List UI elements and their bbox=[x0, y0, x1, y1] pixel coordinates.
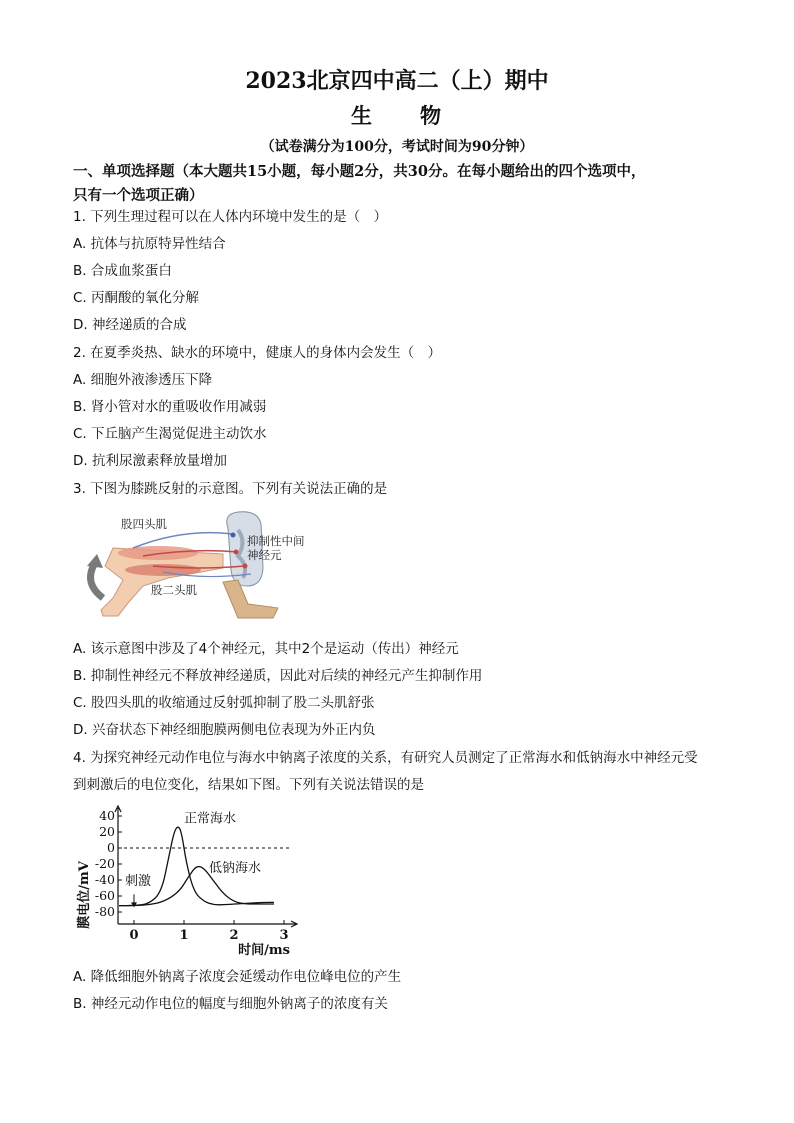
exam-title: 2023北京四中高二（上）期中 bbox=[245, 68, 549, 94]
q2-option-a: A. 细胞外液渗透压下降 bbox=[73, 372, 213, 388]
subject-title: 生 物 bbox=[351, 103, 443, 128]
q1-option-a: A. 抗体与抗原特异性结合 bbox=[73, 236, 226, 252]
q1-option-d: D. 神经递质的合成 bbox=[73, 317, 187, 333]
knee-reflex-figure bbox=[73, 508, 313, 628]
x-tick-label: 1 bbox=[179, 928, 189, 943]
section-heading-line2: 只有一个选项正确） bbox=[73, 187, 204, 204]
x-tick-label: 2 bbox=[229, 928, 239, 943]
q1-stem: 1. 下列生理过程可以在人体内环境中发生的是（ ） bbox=[73, 209, 388, 225]
q3-option-a: A. 该示意图中涉及了4个神经元，其中2个是运动（传出）神经元 bbox=[73, 641, 459, 657]
label-biceps: 股二头肌 bbox=[151, 583, 197, 597]
series-label-normal: 正常海水 bbox=[184, 811, 237, 827]
stimulus-label: 刺激 bbox=[125, 873, 152, 889]
q2-option-c: C. 下丘脑产生渴觉促进主动饮水 bbox=[73, 426, 267, 442]
exam-note: （试卷满分为100分，考试时间为90分钟） bbox=[260, 139, 534, 155]
q1-option-c: C. 丙酮酸的氧化分解 bbox=[73, 290, 200, 306]
x-axis-label: 时间/ms bbox=[238, 943, 290, 958]
q4-option-b: B. 神经元动作电位的幅度与细胞外钠离子的浓度有关 bbox=[73, 996, 388, 1012]
q3-stem: 3. 下图为膝跳反射的示意图。下列有关说法正确的是 bbox=[73, 481, 388, 497]
q3-option-c: C. 股四头肌的收缩通过反射弧抑制了股二头肌舒张 bbox=[73, 695, 375, 711]
q4-option-a: A. 降低细胞外钠离子浓度会延缓动作电位峰电位的产生 bbox=[73, 969, 402, 985]
q2-option-d: D. 抗利尿激素释放量增加 bbox=[73, 453, 227, 469]
quadriceps-muscle bbox=[118, 546, 198, 560]
action-potential-chart bbox=[72, 800, 312, 965]
biceps-muscle bbox=[125, 564, 201, 576]
y-tick-label: -80 bbox=[94, 904, 115, 919]
q4-stem-line1: 4. 为探究神经元动作电位与海水中钠离子浓度的关系，有研究人员测定了正常海水和低钠海水中神经元受 bbox=[73, 750, 698, 766]
q3-option-b: B. 抑制性神经元不释放神经递质，因此对后续的神经元产生抑制作用 bbox=[73, 668, 483, 684]
y-tick-label: 20 bbox=[99, 824, 115, 839]
y-tick-label: 0 bbox=[107, 840, 115, 855]
y-tick-label: 40 bbox=[99, 808, 115, 823]
section-heading-line1: 一、单项选择题（本大题共15小题，每小题2分，共30分。在每小题给出的四个选项中， bbox=[73, 163, 646, 180]
q3-option-d: D. 兴奋状态下神经细胞膜两侧电位表现为外正内负 bbox=[73, 722, 376, 738]
q2-stem: 2. 在夏季炎热、缺水的环境中，健康人的身体内会发生（ ） bbox=[73, 345, 442, 361]
y-tick-label: -20 bbox=[94, 856, 115, 871]
q2-option-b: B. 肾小管对水的重吸收作用减弱 bbox=[73, 399, 267, 415]
q1-option-b: B. 合成血浆蛋白 bbox=[73, 263, 172, 279]
q4-stem-line2: 到刺激后的电位变化，结果如下图。下列有关说法错误的是 bbox=[73, 777, 424, 793]
label-inhibitory-line2: 神经元 bbox=[247, 548, 282, 562]
y-tick-label: -60 bbox=[94, 888, 115, 903]
y-axis-label: 膜电位/mV bbox=[77, 861, 92, 929]
afferent-nerve bbox=[133, 533, 233, 548]
series-label-low-sodium: 低钠海水 bbox=[209, 861, 262, 876]
x-tick-label: 0 bbox=[129, 928, 139, 943]
y-tick-label: -40 bbox=[94, 872, 115, 887]
label-inhibitory-line1: 抑制性中间 bbox=[247, 534, 305, 548]
x-tick-label: 3 bbox=[279, 928, 289, 943]
label-quadriceps: 股四头肌 bbox=[121, 517, 167, 531]
kick-arrow-icon bbox=[91, 563, 104, 598]
